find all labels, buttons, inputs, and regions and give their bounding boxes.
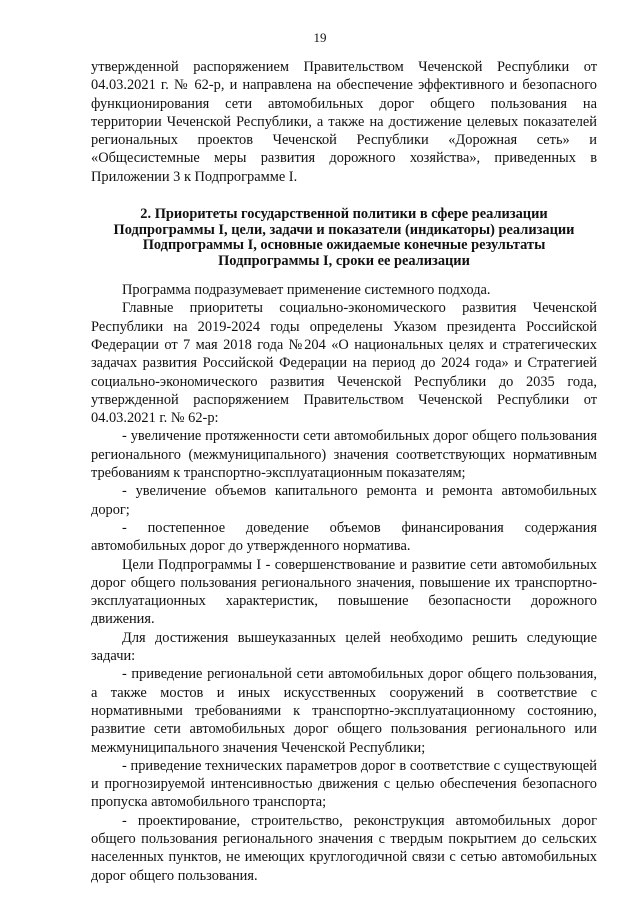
- list-item-design-construction: - проектирование, строительство, реконструкция автомобильных дорог общего пользования регионального значения с твердым покрытием до сельских населенных пунктов, не имеющих круглогодичной связи с сетью автомобильных дорог общего пользования.: [91, 812, 597, 884]
- paragraph-system-approach: Программа подразумевает применение системного подхода.: [122, 282, 491, 299]
- page-number: 19: [313, 30, 327, 45]
- paragraph-goals: Цели Подпрограммы I - совершенствование и развитие сети автомобильных дорог общего пользования регионального значения, повышение их транспортно-эксплуатационных характеристик, повышение безопасности дорожного движения.: [91, 556, 597, 628]
- list-item-maintenance-funding: - постепенное доведение объемов финансирования содержания автомобильных дорог до утвержденного норматива.: [91, 519, 597, 555]
- paragraph-tasks-intro: Для достижения вышеуказанных целей необходимо решить следующие задачи:: [91, 629, 597, 665]
- paragraph-main-priorities: Главные приоритеты социально-экономического развития Чеченской Республики на 2019-2024 годы определены Указом президента Российской Федерации от 7 мая 2018 года №204 «О национальных целях и стратегических задачах развития Российской Федерации на период до 2024 года» и Стратегией социально-экономического развития Чеченской Республики до 2035 года, утвержденной распоряжением Правительством Чеченской Республики от 04.03.2021 г. № 62-р:: [91, 300, 597, 427]
- page-content: [91, 58, 597, 885]
- section-heading: 2. Приоритеты государственной политики в сфере реализации Подпрограммы I, цели, задачи и показатели (индикаторы) реализации Подпрограммы I, основные ожидаемые конечные результаты Подпрограммы I, сроки ее реализации: [113, 206, 575, 269]
- list-item-network-compliance: - приведение региональной сети автомобильных дорог общего пользования, а также мостов и иных искусственных сооружений в соответствие с нормативными требованиями к транспортно-эксплуатационному состоянию, развитие сети автомобильных дорог общего пользования регионального или межмуниципального значения Чеченской Республики;: [91, 666, 597, 756]
- list-item-road-network-length: - увеличение протяженности сети автомобильных дорог общего пользования регионального (межмуниципального) значения соответствующих нормативным требованиям к транспортно-эксплуатационным показателям;: [91, 428, 597, 482]
- list-item-technical-parameters: - приведение технических параметров дорог в соответствие с существующей и прогнозируемой интенсивностью движения с целью обеспечения безопасного пропуска автомобильного транспорта;: [91, 757, 597, 811]
- intro-paragraph: утвержденной распоряжением Правительством Чеченской Республики от 04.03.2021 г. № 62-р, и направлена на обеспечение эффективного и безопасного функционирования сети автомобильных дорог общего пользования на территории Чеченской Республики, а также на достижение целевых показателей региональных проектов Чеченской Республики «Дорожная сеть» и «Общесистемные меры развития дорожного хозяйства», приведенных в Приложении 3 к Подпрограмме I.: [91, 59, 597, 185]
- list-item-repair-volume: - увеличение объемов капитального ремонта и ремонта автомобильных дорог;: [91, 483, 597, 518]
